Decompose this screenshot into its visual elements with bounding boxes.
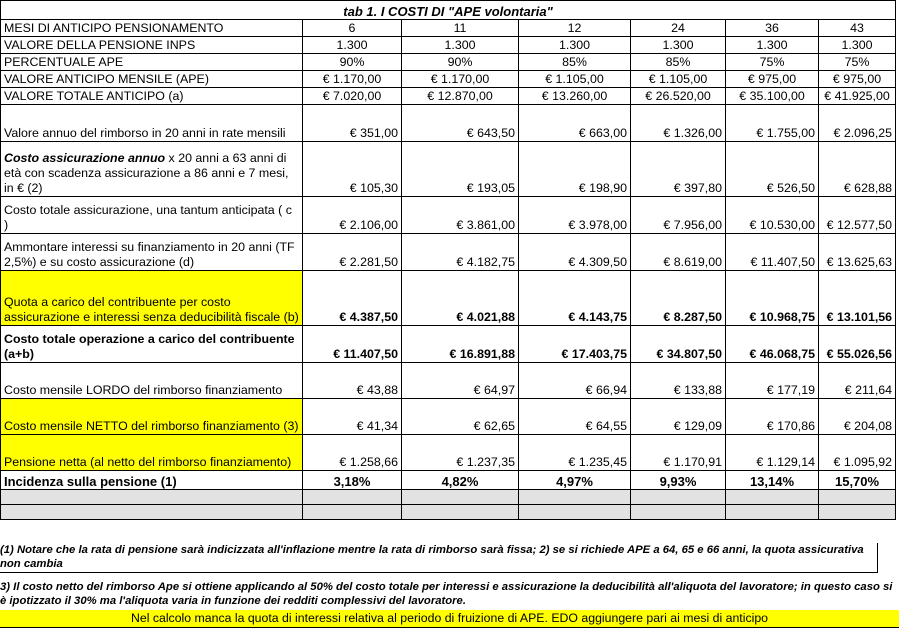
value-cell: € 1.755,00 <box>726 105 819 142</box>
value-cell: € 975,00 <box>819 71 896 88</box>
empty-row <box>1 505 896 520</box>
value-cell: € 1.258,66 <box>303 435 402 471</box>
empty-cell <box>631 505 726 520</box>
value-cell: € 26.520,00 <box>631 88 726 105</box>
value-cell: € 66,94 <box>519 363 631 399</box>
value-cell: € 1.235,45 <box>519 435 631 471</box>
value-cell: € 1.170,91 <box>631 435 726 471</box>
value-cell: € 975,00 <box>726 71 819 88</box>
row-label <box>1 88 303 105</box>
row-label <box>1 234 303 271</box>
value-cell: € 11.407,50 <box>726 234 819 271</box>
value-cell: € 663,00 <box>519 105 631 142</box>
table-row <box>1 88 896 105</box>
header-cell: 43 <box>819 20 896 37</box>
value-cell: 1.300 <box>303 37 402 54</box>
value-cell: € 1.170,00 <box>303 71 402 88</box>
value-cell: € 8.619,00 <box>631 234 726 271</box>
empty-cell <box>519 505 631 520</box>
row-label <box>1 399 303 435</box>
footnote-3: 3) Il costo netto del rimborso Ape si ottiene applicando al 50% del costo totale per interessi e assicurazione la deducibilità all'aliquota del lavoratore; in questo caso si è ipotizzato il 30% ma l'aliquota varia in funzione dei redditi complessivi del lavoratore. <box>0 581 893 607</box>
row-label-text: Incidenza sulla pensione (1) <box>4 474 177 489</box>
row-label-text: Quota a carico del contribuente per costo assicurazione e interessi senza deducibilità fiscale (b) <box>4 295 299 324</box>
value-cell: € 177,19 <box>726 363 819 399</box>
empty-cell <box>303 490 402 505</box>
row-label-text: Costo mensile LORDO del rimborso finanziamento <box>4 383 283 397</box>
empty-cell <box>402 505 519 520</box>
value-cell: € 1.129,14 <box>726 435 819 471</box>
empty-cell <box>1 505 303 520</box>
value-cell: 1.300 <box>519 37 631 54</box>
value-cell: € 62,65 <box>402 399 519 435</box>
row-label-text: VALORE DELLA PENSIONE INPS <box>4 38 196 52</box>
value-cell: 75% <box>819 54 896 71</box>
row-label-text: VALORE TOTALE ANTICIPO (a) <box>4 89 184 103</box>
value-cell: € 16.891,88 <box>402 326 519 363</box>
value-cell: € 4.143,75 <box>519 271 631 326</box>
row-label-text: VALORE ANTICIPO MENSILE (APE) <box>4 72 209 86</box>
value-cell: € 55.026,56 <box>819 326 896 363</box>
row-label <box>1 105 303 142</box>
value-cell: € 133,88 <box>631 363 726 399</box>
value-cell: € 204,08 <box>819 399 896 435</box>
value-cell: € 13.260,00 <box>519 88 631 105</box>
table-row <box>1 234 896 271</box>
row-label <box>1 37 303 54</box>
value-cell: 13,14% <box>726 471 819 490</box>
value-cell: € 1.326,00 <box>631 105 726 142</box>
value-cell: € 1.237,35 <box>402 435 519 471</box>
table-row <box>1 271 896 326</box>
header-cell: 12 <box>519 20 631 37</box>
empty-cell <box>1 490 303 505</box>
value-cell: 3,18% <box>303 471 402 490</box>
value-cell: 85% <box>631 54 726 71</box>
value-cell: € 105,30 <box>303 142 402 197</box>
row-label <box>1 71 303 88</box>
value-cell: € 11.407,50 <box>303 326 402 363</box>
value-cell: € 351,00 <box>303 105 402 142</box>
row-label-text: x 20 anni a 63 anni di età con scadenza assicurazione a 86 anni e 7 mesi, in € (2) <box>4 151 289 195</box>
value-cell: € 170,86 <box>726 399 819 435</box>
row-label <box>1 435 303 471</box>
value-cell: 15,70% <box>819 471 896 490</box>
value-cell: € 628,88 <box>819 142 896 197</box>
empty-cell <box>402 490 519 505</box>
value-cell: € 1.105,00 <box>519 71 631 88</box>
row-label <box>1 326 303 363</box>
table-row <box>1 399 896 435</box>
value-cell: 75% <box>726 54 819 71</box>
value-cell: € 1.105,00 <box>631 71 726 88</box>
value-cell: € 643,50 <box>402 105 519 142</box>
row-label-text: Costo totale operazione a carico del contribuente (a+b) <box>4 332 295 361</box>
value-cell: € 4.387,50 <box>303 271 402 326</box>
row-label-text: Pensione netta (al netto del rimborso finanziamento) <box>4 455 292 469</box>
value-cell: 90% <box>402 54 519 71</box>
value-cell: € 1.095,92 <box>819 435 896 471</box>
value-cell: € 13.625,63 <box>819 234 896 271</box>
value-cell: € 2.096,25 <box>819 105 896 142</box>
value-cell: € 3.978,00 <box>519 197 631 234</box>
value-cell: € 4.021,88 <box>402 271 519 326</box>
empty-cell <box>519 490 631 505</box>
value-cell: € 2.281,50 <box>303 234 402 271</box>
table-row <box>1 363 896 399</box>
row-label-text: Costo mensile NETTO del rimborso finanziamento (3) <box>4 419 299 433</box>
value-cell: € 17.403,75 <box>519 326 631 363</box>
row-label-text: PERCENTUALE APE <box>4 55 124 69</box>
footer-note: Nel calcolo manca la quota di interessi relativa al periodo di fruizione di APE. EDO aggiungere pari ai mesi di anticipo <box>0 610 899 628</box>
value-cell: € 35.100,00 <box>726 88 819 105</box>
value-cell: 1.300 <box>819 37 896 54</box>
row-label-emphasis: Costo assicurazione annuo <box>4 151 166 165</box>
header-row <box>1 20 896 37</box>
empty-cell <box>303 505 402 520</box>
table-row <box>1 105 896 142</box>
value-cell: € 12.577,50 <box>819 197 896 234</box>
value-cell: € 211,64 <box>819 363 896 399</box>
value-cell: 4,97% <box>519 471 631 490</box>
table-title-row <box>1 1 896 20</box>
value-cell: € 10.968,75 <box>726 271 819 326</box>
header-cell: 36 <box>726 20 819 37</box>
header-cell: 6 <box>303 20 402 37</box>
value-cell: € 7.956,00 <box>631 197 726 234</box>
value-cell: € 64,55 <box>519 399 631 435</box>
value-cell: 90% <box>303 54 402 71</box>
table-title: tab 1. I COSTI DI "APE volontaria" <box>1 1 896 20</box>
value-cell: € 129,09 <box>631 399 726 435</box>
value-cell: € 526,50 <box>726 142 819 197</box>
value-cell: € 1.170,00 <box>402 71 519 88</box>
empty-row <box>1 490 896 505</box>
value-cell: € 7.020,00 <box>303 88 402 105</box>
row-label-text: Ammontare interessi su finanziamento in 20 anni (TF 2,5%) e su costo assicurazione (d) <box>4 240 295 269</box>
table-row <box>1 37 896 54</box>
empty-cell <box>726 505 819 520</box>
value-cell: € 34.807,50 <box>631 326 726 363</box>
value-cell: € 4.182,75 <box>402 234 519 271</box>
empty-cell <box>819 505 896 520</box>
value-cell: € 41,34 <box>303 399 402 435</box>
row-label <box>1 363 303 399</box>
value-cell: 9,93% <box>631 471 726 490</box>
value-cell: € 46.068,75 <box>726 326 819 363</box>
value-cell: 1.300 <box>726 37 819 54</box>
footnote-1: (1) Notare che la rata di pensione sarà indicizzata all'inflazione mentre la rata di rimborso sarà fissa; 2) se si richiede APE a 64, 65 e 66 anni, la quota assicurativa non cambia <box>0 543 878 573</box>
row-label-text: Costo totale assicurazione, una tantum anticipata ( c ) <box>4 203 292 232</box>
value-cell: 85% <box>519 54 631 71</box>
row-label <box>1 197 303 234</box>
value-cell: € 2.106,00 <box>303 197 402 234</box>
row-label-text: Valore annuo del rimborso in 20 anni in rate mensili <box>4 126 286 140</box>
value-cell: € 3.861,00 <box>402 197 519 234</box>
value-cell: € 198,90 <box>519 142 631 197</box>
value-cell: € 397,80 <box>631 142 726 197</box>
value-cell: € 64,97 <box>402 363 519 399</box>
table-row <box>1 435 896 471</box>
value-cell: € 13.101,56 <box>819 271 896 326</box>
table-row <box>1 197 896 234</box>
row-label <box>1 142 303 197</box>
table-row <box>1 142 896 197</box>
value-cell: € 12.870,00 <box>402 88 519 105</box>
empty-cell <box>726 490 819 505</box>
row-label <box>1 271 303 326</box>
table-row <box>1 326 896 363</box>
value-cell: € 193,05 <box>402 142 519 197</box>
table-row <box>1 71 896 88</box>
header-cell: 11 <box>402 20 519 37</box>
empty-cell <box>819 490 896 505</box>
value-cell: € 43,88 <box>303 363 402 399</box>
table-row <box>1 54 896 71</box>
value-cell: 1.300 <box>631 37 726 54</box>
row-label <box>1 54 303 71</box>
row-label <box>1 471 303 490</box>
empty-cell <box>631 490 726 505</box>
header-cell: 24 <box>631 20 726 37</box>
header-label: MESI DI ANTICIPO PENSIONAMENTO <box>1 20 303 37</box>
value-cell: € 4.309,50 <box>519 234 631 271</box>
value-cell: € 41.925,00 <box>819 88 896 105</box>
table-row <box>1 471 896 490</box>
value-cell: € 8.287,50 <box>631 271 726 326</box>
value-cell: € 10.530,00 <box>726 197 819 234</box>
value-cell: 4,82% <box>402 471 519 490</box>
value-cell: 1.300 <box>402 37 519 54</box>
